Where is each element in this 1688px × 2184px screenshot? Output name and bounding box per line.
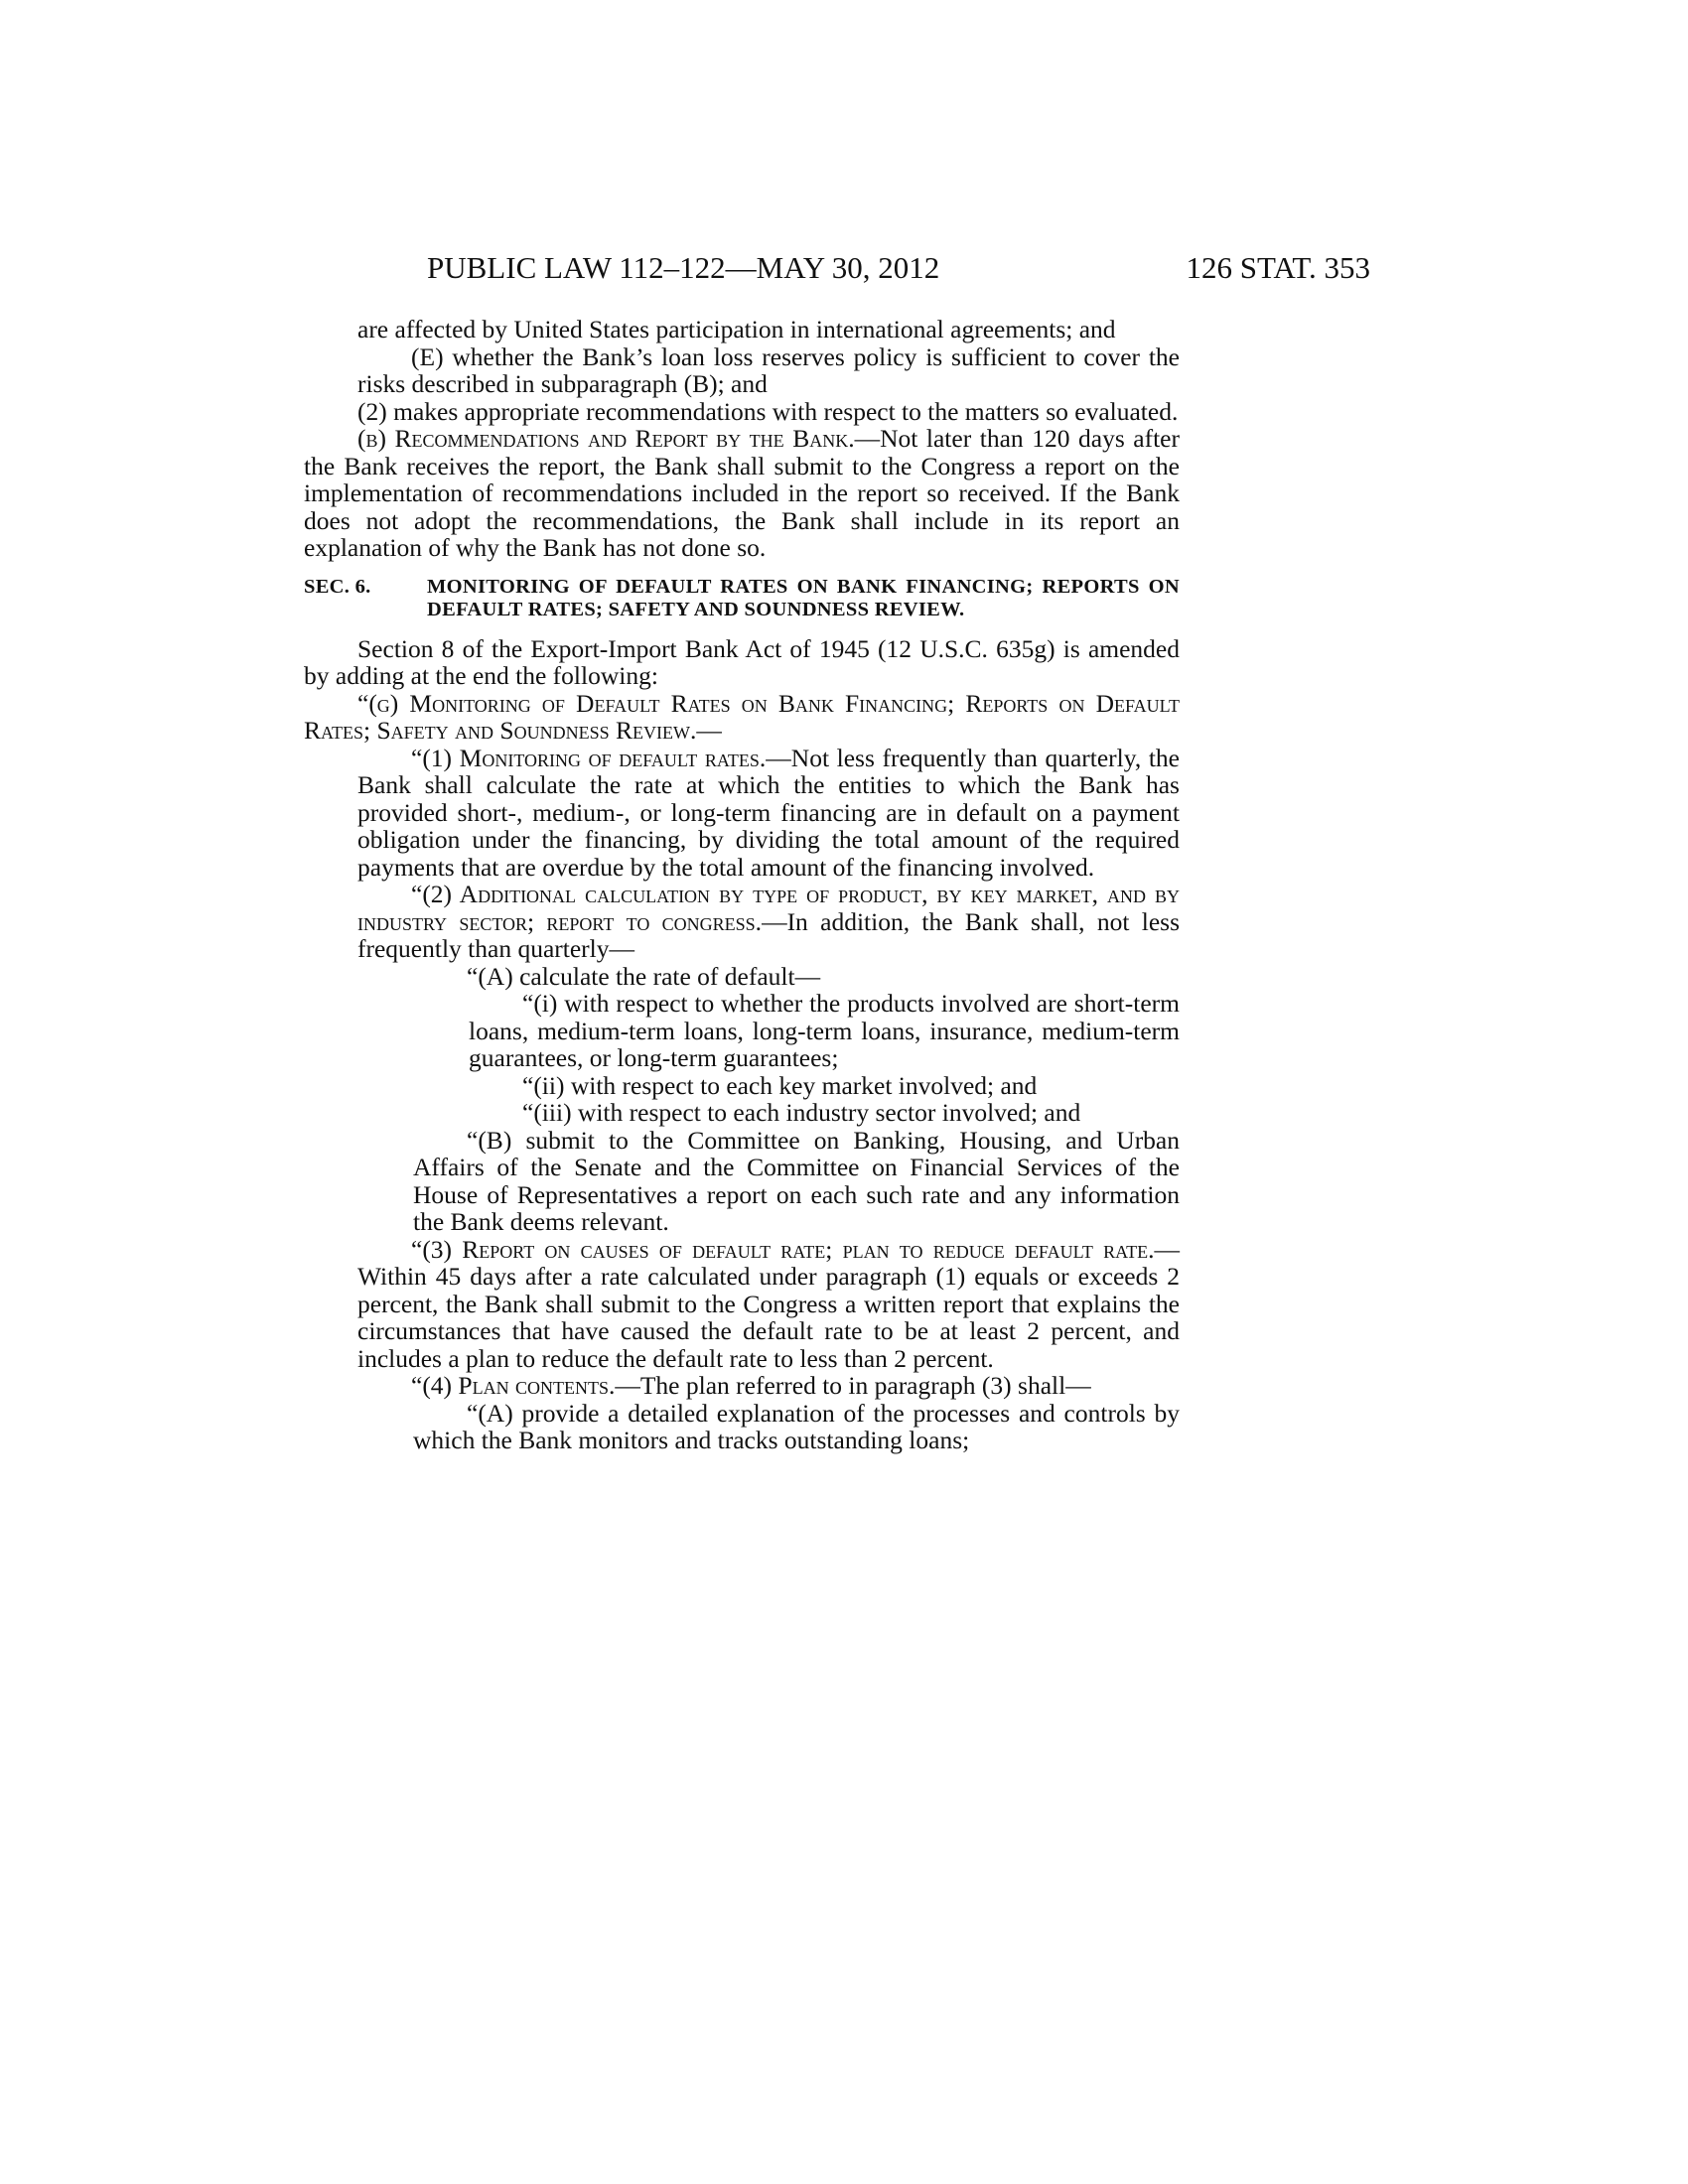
paragraph-g-3-heading: “(3) Report on causes of default rate; plan to reduce default rate. bbox=[411, 1234, 1155, 1264]
paragraph-g-2-heading: “(2) Additional calculation by type of product, by key market, and by industry sector; report to congress. bbox=[357, 880, 1180, 936]
paragraph-g-2-b: “(B) submit to the Committee on Banking, Housing, and Urban Affairs of the Senate and the Committee on Financial Services of the House of Representatives a report on each such rate and any information the Bank deems relevant. bbox=[413, 1125, 1180, 1236]
page-header bbox=[304, 250, 1370, 290]
paragraph-2: (2) makes appropriate recommendations with respect to the matters so evaluated. bbox=[357, 396, 1179, 426]
section-number: SEC. 6. bbox=[304, 575, 371, 598]
paragraph-g-2 bbox=[357, 881, 1180, 963]
running-head: PUBLIC LAW 112–122—MAY 30, 2012 bbox=[427, 250, 940, 285]
document-body bbox=[304, 316, 1180, 1454]
paragraph-g-4 bbox=[357, 1372, 1180, 1400]
paragraph-g-2-a-ii: “(ii) with respect to each key market involved; and bbox=[522, 1070, 1038, 1100]
paragraph-g-2-a-i: “(i) with respect to whether the products involved are short-term loans, medium-term loans, long-term loans, insurance, medium-term guarantees, or long-term guarantees; bbox=[469, 989, 1180, 1072]
paragraph-g-3-text: —Within 45 days after a rate calculated under paragraph (1) equals or exceeds 2 percent, the Bank shall submit to the Congress a written report that explains the circumstances that have caused the default rate to be at least 2 percent, and includes a plan to reduce the default rate to less than 2 percent. bbox=[357, 1234, 1180, 1373]
paragraph-g-heading: “(g) Monitoring of Default Rates on Bank Financing; Reports on Default Rates; Safety and Soundness Review. bbox=[304, 688, 1180, 745]
paragraph-g-4-heading: “(4) Plan contents. bbox=[411, 1371, 616, 1400]
paragraph-g-1-heading: “(1) Monitoring of default rates. bbox=[411, 743, 767, 772]
paragraph-g bbox=[304, 690, 1180, 745]
paragraph-g-2-a-iii: “(iii) with respect to each industry sector involved; and bbox=[522, 1098, 1081, 1127]
paragraph-continuation: are affected by United States participation in international agreements; and bbox=[357, 315, 1116, 343]
section-title: MONITORING OF DEFAULT RATES ON BANK FINANCING; REPORTS ON DEFAULT RATES; SAFETY AND SOUNDNESS REVIEW. bbox=[427, 575, 1180, 620]
paragraph-g-1 bbox=[357, 745, 1180, 882]
section-heading bbox=[304, 576, 1180, 621]
paragraph-g-4-text: —The plan referred to in paragraph (3) shall— bbox=[615, 1371, 1091, 1400]
paragraph-e: (E) whether the Bank’s loan loss reserves policy is sufficient to cover the risks described in subparagraph (B); and bbox=[357, 341, 1180, 398]
paragraph-amendment-intro: Section 8 of the Export-Import Bank Act of 1945 (12 U.S.C. 635g) is amended by adding at the end the following: bbox=[304, 633, 1180, 690]
paragraph-b-heading: (b) Recommendations and Report by the Bank. bbox=[357, 424, 855, 453]
paragraph-b-text: —Not later than 120 days after the Bank receives the report, the Bank shall submit to the Congress a report on the implementation of recommendations included in the report so received. If the Bank does not adopt the recommendations, the Bank shall include in its report an explanation of why the Bank has not done so. bbox=[304, 424, 1180, 562]
paragraph-g-2-a: “(A) calculate the rate of default— bbox=[467, 961, 821, 991]
paragraph-g-4-a: “(A) provide a detailed explanation of the processes and controls by which the Bank monitors and tracks outstanding loans; bbox=[413, 1398, 1180, 1454]
paragraph-g-text: — bbox=[696, 716, 722, 745]
page-stat-number: 126 STAT. 353 bbox=[1186, 250, 1370, 285]
paragraph-g-3 bbox=[357, 1236, 1180, 1373]
paragraph-b bbox=[304, 425, 1180, 562]
paragraph-g-2-text: —In addition, the Bank shall, not less frequently than quarterly— bbox=[357, 906, 1181, 963]
paragraph-g-1-text: —Not less frequently than quarterly, the Bank shall calculate the rate at which the entities to which the Bank has provided short-, medium-, or long-term financing are in default on a payment obligation under the financing, by dividing the total amount of the required payments that are overdue by the total amount of the financing involved. bbox=[357, 743, 1180, 882]
